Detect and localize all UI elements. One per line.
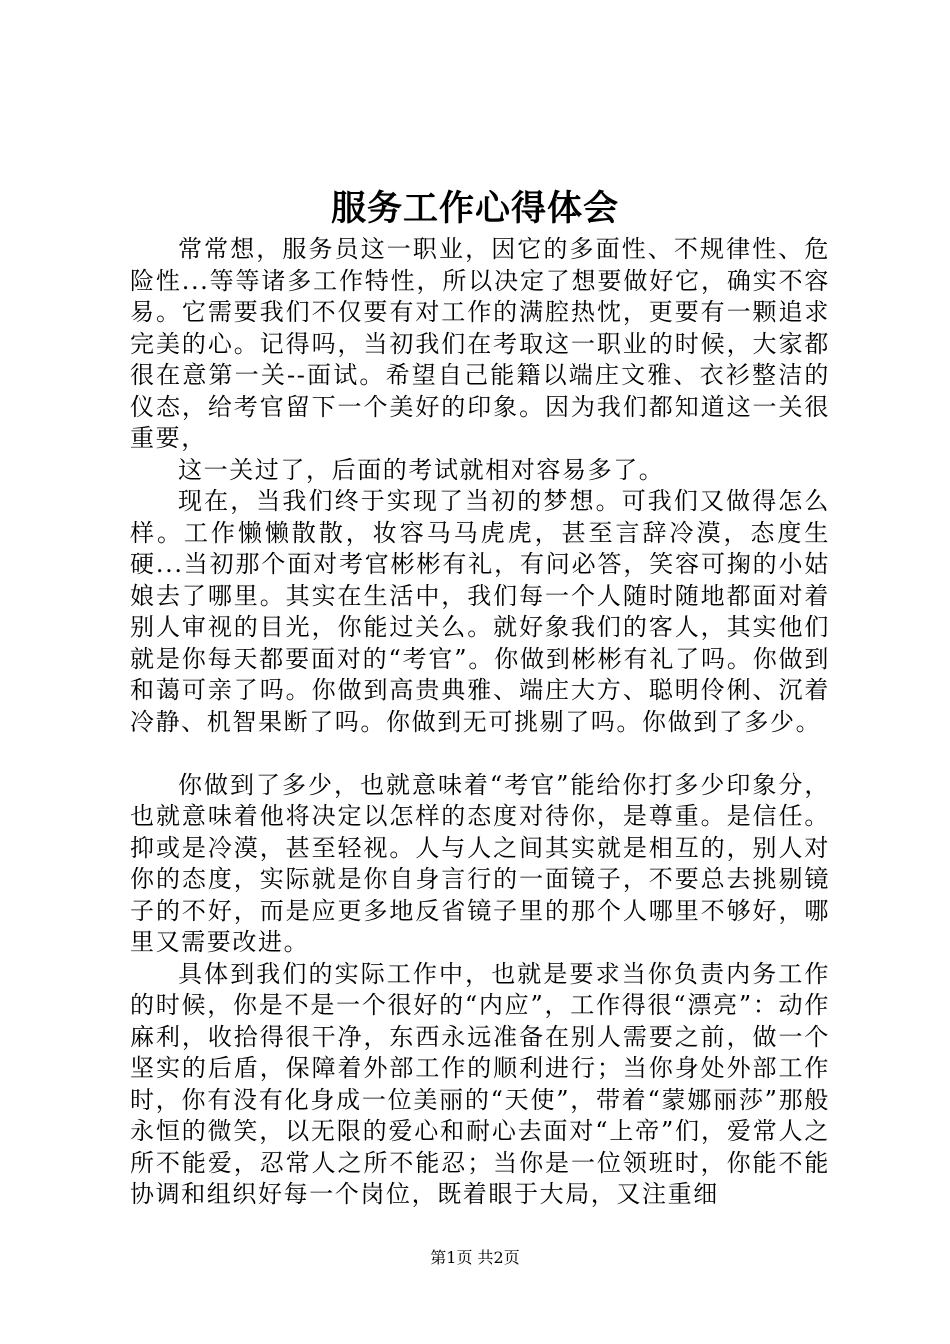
document-title: 服务工作心得体会 (330, 188, 619, 229)
page-footer: 第1页 共2页 (430, 1248, 520, 1267)
paragraph: 这一关过了，后面的考试就相对容易多了。 (178, 455, 665, 484)
paragraph: 你做到了多少，也就意味着“考官”能给你打多少印象分，也就意味着他将决定以怎样的态度对待你，是尊重。是信任。抑或是冷漠，甚至轻视。人与人之间其实就是相互的，别人对你的态度，实际就是你自身言行的一面镜子，不要总去挑剔镜子的不好，而是应更多地反省镜子里的那个人哪里不够好，哪里又需要改进。 (130, 770, 830, 956)
paragraph: 常常想，服务员这一职业，因它的多面性、不规律性、危险性...等等诸多工作特性，所以决定了想要做好它，确实不容易。它需要我们不仅要有对工作的满腔热忱，更要有一颗追求完美的心。记得吗，当初我们在考取这一职业的时候，大家都很在意第一关--面试。希望自己能籍以端庄文雅、衣衫整洁的仪态，给考官留下一个美好的印象。因为我们都知道这一关很重要， (130, 235, 830, 452)
paragraph: 具体到我们的实际工作中，也就是要求当你负责内务工作的时候，你是不是一个很好的“内应”，工作得很“漂亮”：动作麻利，收拾得很干净，东西永远准备在别人需要之前，做一个坚实的后盾，保障着外部工作的顺利进行；当你身处外部工作时，你有没有化身成一位美丽的“天使”，带着“蒙娜丽莎”那般永恒的微笑，以无限的爱心和耐心去面对“上帝”们，爱常人之所不能爱，忍常人之所不能忍；当你是一位领班时，你能不能协调和组织好每一个岗位，既着眼于大局，又注重细 (130, 959, 830, 1208)
document-body (130, 234, 830, 1211)
paragraph: 现在，当我们终于实现了当初的梦想。可我们又做得怎么样。工作懒懒散散，妆容马马虎虎，甚至言辞冷漠，态度生硬...当初那个面对考官彬彬有礼，有问必答，笑容可掬的小姑娘去了哪里。其实在生活中，我们每一个人随时随地都面对着别人审视的目光，你能过关么。就好象我们的客人，其实他们就是你每天都要面对的“考官”。你做到彬彬有礼了吗。你做到和蔼可亲了吗。你做到高贵典雅、端庄大方、聪明伶俐、沉着冷静、机智果断了吗。你做到无可挑剔了吗。你做到了多少。 (130, 487, 830, 736)
